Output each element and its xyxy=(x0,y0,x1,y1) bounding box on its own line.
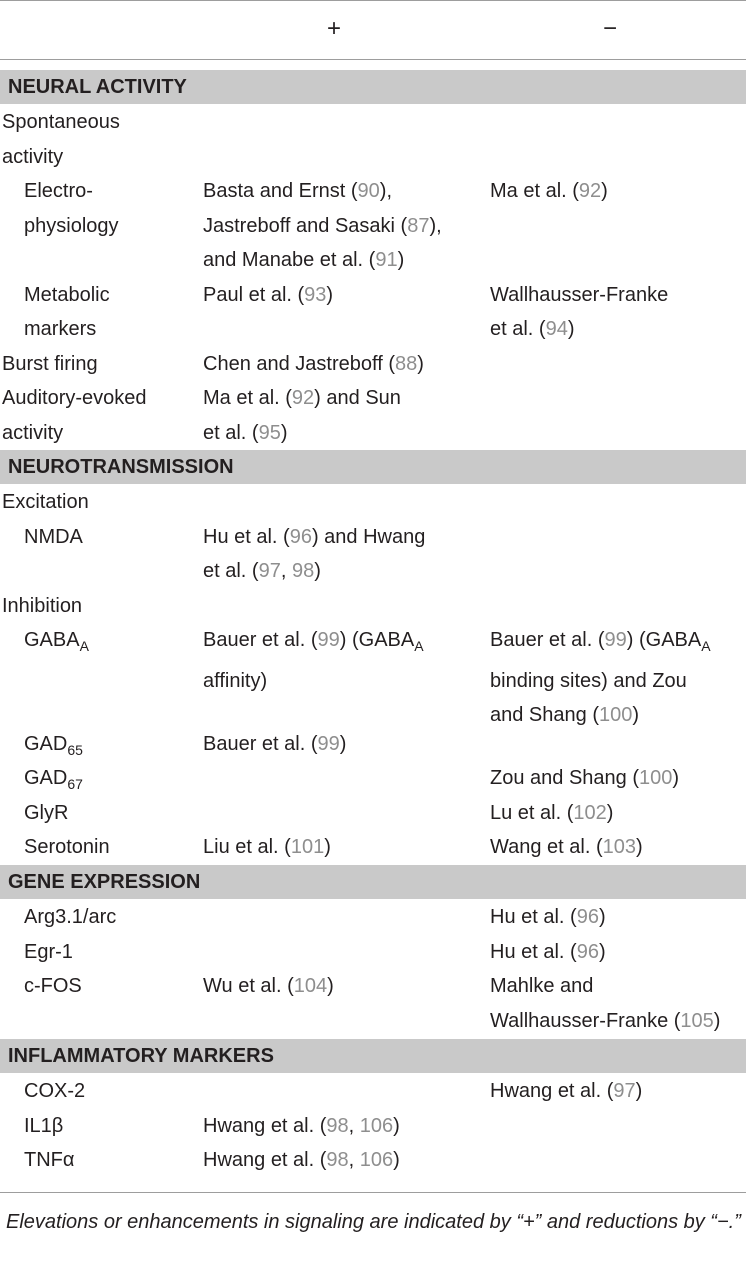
citation-line xyxy=(490,623,711,664)
citation-text: Hwang et al. ( xyxy=(203,1114,327,1137)
citation-text: Mahlke and xyxy=(490,975,594,997)
citation-text: , xyxy=(280,560,292,582)
citation-text: Jastreboff and Sasaki ( xyxy=(203,214,408,237)
row-label-subscript: 67 xyxy=(67,776,83,792)
row-label-text: Arg3.1/arc xyxy=(24,906,117,928)
reference-number: 106 xyxy=(359,1149,394,1171)
row-label-text: activity xyxy=(2,421,64,444)
citation-text: ) xyxy=(598,906,606,928)
header-rule xyxy=(0,59,746,60)
row-label-text: GlyR xyxy=(24,801,69,824)
row-label xyxy=(2,485,89,520)
row-label-text: GABA xyxy=(24,629,80,651)
plus-citation xyxy=(203,1109,400,1144)
row-label xyxy=(2,589,82,624)
top-rule xyxy=(0,0,746,1)
row-label-text: Excitation xyxy=(2,491,89,513)
row-label-text: NMDA xyxy=(24,525,83,548)
citation-text: ) xyxy=(606,801,614,824)
plus-citation xyxy=(203,347,424,382)
citation-text: and Shang ( xyxy=(490,704,599,726)
citation-text: , xyxy=(348,1114,360,1137)
row-label-line xyxy=(24,935,73,970)
row-label-line xyxy=(24,1143,74,1178)
section-header: NEURAL ACTIVITY xyxy=(0,70,746,104)
citation-line xyxy=(203,1143,400,1178)
citation-line xyxy=(490,698,711,733)
citation-line xyxy=(203,1109,400,1144)
citation-line xyxy=(203,664,424,699)
citation-line xyxy=(490,761,679,796)
minus-citation xyxy=(490,796,613,831)
citation-text: binding sites) and Zou xyxy=(490,669,687,692)
citation-text: Hwang et al. ( xyxy=(203,1149,327,1171)
citation-line xyxy=(490,664,711,699)
row-label-line xyxy=(24,1074,85,1109)
reference-number: 97 xyxy=(613,1080,636,1102)
row-label-subscript: A xyxy=(79,638,89,654)
citation-line xyxy=(203,830,331,865)
row-label-text: activity xyxy=(2,145,64,168)
reference-number: 100 xyxy=(639,767,673,789)
citation-text: ) xyxy=(324,836,331,858)
row-label-line xyxy=(2,347,98,382)
row-label-line xyxy=(24,312,110,347)
citation-text: Wang et al. ( xyxy=(490,836,603,858)
citation-line xyxy=(490,935,606,970)
citation-line xyxy=(490,174,608,209)
citation-text: ) xyxy=(280,421,288,444)
citation-line xyxy=(203,623,424,664)
citation-line xyxy=(490,796,613,831)
citation-line xyxy=(203,416,401,451)
citation-line xyxy=(203,243,442,278)
citation-text: ) (GABA xyxy=(626,629,702,651)
row-label-line xyxy=(24,830,110,865)
row-label-line xyxy=(24,278,110,313)
row-label-line xyxy=(24,623,89,664)
row-label-text: Metabolic xyxy=(24,283,110,306)
citation-text: et al. ( xyxy=(490,318,546,340)
row-label xyxy=(2,347,98,382)
subscript: A xyxy=(414,638,424,654)
citation-text: ) xyxy=(601,180,608,202)
reference-number: 99 xyxy=(317,629,340,651)
citation-text: Bauer et al. ( xyxy=(490,629,605,651)
plus-citation xyxy=(203,830,331,865)
citation-text: ) xyxy=(314,560,321,582)
reference-number: 103 xyxy=(602,836,637,858)
citation-text: Bauer et al. ( xyxy=(203,732,318,755)
citation-text: affinity) xyxy=(203,669,268,692)
reference-number: 104 xyxy=(293,975,328,997)
citation-line xyxy=(203,209,442,244)
citation-text: ) (GABA xyxy=(339,629,415,651)
bottom-rule xyxy=(0,1192,746,1193)
reference-number: 106 xyxy=(359,1114,394,1137)
reference-number: 94 xyxy=(545,318,568,340)
citation-text: et al. ( xyxy=(203,560,259,582)
reference-number: 96 xyxy=(576,906,599,928)
minus-citation xyxy=(490,1074,642,1109)
reference-number: 91 xyxy=(375,249,398,271)
citation-line xyxy=(203,174,442,209)
citation-text: ), xyxy=(379,180,392,202)
minus-citation xyxy=(490,935,606,970)
row-label xyxy=(24,174,119,243)
row-label-text: Inhibition xyxy=(2,594,83,617)
citation-text: Lu et al. ( xyxy=(490,801,574,824)
row-label xyxy=(24,520,83,555)
row-label-text: Spontaneous xyxy=(2,111,120,133)
minus-citation xyxy=(490,830,643,865)
citation-text: Bauer et al. ( xyxy=(203,629,318,651)
row-label xyxy=(24,796,68,831)
row-label-line xyxy=(24,796,68,831)
row-label xyxy=(24,1074,85,1109)
row-label-line xyxy=(24,520,83,555)
citation-text: Wu et al. ( xyxy=(203,975,294,997)
table-footnote: Elevations or enhancements in signaling are indicated by “+” and reductions by “−.” xyxy=(6,1211,741,1233)
row-label-line xyxy=(24,1109,63,1144)
row-label-subscript: 65 xyxy=(67,741,83,758)
row-label-text: GAD xyxy=(24,732,68,755)
row-label xyxy=(24,1109,63,1144)
plus-citation xyxy=(203,278,333,313)
reference-number: 93 xyxy=(304,283,327,306)
citation-text: Liu et al. ( xyxy=(203,836,291,858)
citation-line xyxy=(203,727,346,762)
reference-number: 92 xyxy=(291,387,315,409)
row-label-text: TNFα xyxy=(24,1149,75,1171)
row-label-line xyxy=(2,105,120,140)
row-label-line xyxy=(24,969,82,1004)
citation-text: ) xyxy=(632,704,640,726)
row-label xyxy=(2,105,120,174)
citation-line xyxy=(203,381,401,416)
citation-text: ) xyxy=(672,767,680,789)
row-label-text: COX-2 xyxy=(24,1080,86,1102)
reference-number: 90 xyxy=(357,180,380,202)
citation-text: Ma et al. ( xyxy=(203,387,292,409)
row-label-line xyxy=(2,416,147,451)
citation-text: Ma et al. ( xyxy=(490,180,579,202)
citation-text: ) xyxy=(393,1149,400,1171)
citation-text: Zou and Shang ( xyxy=(490,767,639,789)
reference-number: 99 xyxy=(604,629,627,651)
citation-line xyxy=(490,900,606,935)
citation-text: Basta and Ernst ( xyxy=(203,180,358,202)
citation-text: ) xyxy=(393,1114,400,1137)
row-label-text: GAD xyxy=(24,767,68,789)
citation-text: , xyxy=(348,1149,360,1171)
minus-citation xyxy=(490,278,668,347)
citation-text: ) xyxy=(635,1080,643,1102)
row-label xyxy=(24,935,73,970)
citation-text: Wallhausser-Franke ( xyxy=(490,1009,681,1032)
row-label-text: Burst firing xyxy=(2,352,98,375)
section-header: INFLAMMATORY MARKERS xyxy=(0,1039,746,1073)
citation-text: ) xyxy=(598,940,606,963)
citation-text: Hu et al. ( xyxy=(490,940,577,963)
reference-number: 102 xyxy=(573,801,607,824)
subscript: A xyxy=(701,638,711,654)
row-label-text: markers xyxy=(24,318,97,340)
row-label-text: c-FOS xyxy=(24,975,82,997)
citation-text: Hu et al. ( xyxy=(490,906,577,928)
reference-number: 96 xyxy=(576,940,599,963)
citation-line xyxy=(203,554,425,589)
row-label xyxy=(24,900,116,935)
reference-number: 98 xyxy=(326,1114,349,1137)
reference-number: 99 xyxy=(317,732,340,755)
reference-number: 98 xyxy=(291,560,315,582)
citation-text: ) xyxy=(713,1009,721,1032)
citation-line xyxy=(203,278,333,313)
citation-text: ) xyxy=(326,283,334,306)
citation-line xyxy=(490,278,668,313)
citation-line xyxy=(490,312,668,347)
citation-text: Hu et al. ( xyxy=(203,525,290,548)
citation-text: Chen and Jastreboff ( xyxy=(203,352,395,375)
reference-number: 87 xyxy=(407,214,430,237)
row-label-line xyxy=(24,174,119,209)
row-label-text: Electro- xyxy=(24,180,93,202)
citation-text: ) xyxy=(339,732,347,755)
row-label xyxy=(24,278,110,347)
plus-citation xyxy=(203,727,346,762)
citation-text: ) xyxy=(636,836,643,858)
reference-number: 95 xyxy=(258,421,281,444)
citation-text: Paul et al. ( xyxy=(203,283,305,306)
row-label xyxy=(24,623,89,664)
row-label-text: Auditory-evoked xyxy=(2,387,147,409)
minus-citation xyxy=(490,623,711,733)
row-label-line xyxy=(24,900,116,935)
citation-text: and Manabe et al. ( xyxy=(203,249,376,271)
row-label-line xyxy=(2,381,147,416)
row-label-line xyxy=(24,209,119,244)
row-label-line xyxy=(2,140,120,175)
row-label-text: Egr-1 xyxy=(24,940,73,963)
reference-number: 96 xyxy=(289,525,312,548)
section-header: GENE EXPRESSION xyxy=(0,865,746,899)
column-header-plus: + xyxy=(327,15,342,42)
reference-number: 98 xyxy=(326,1149,349,1171)
row-label xyxy=(24,830,110,865)
citation-text: et al. ( xyxy=(203,421,259,444)
minus-citation xyxy=(490,174,608,209)
row-label-line xyxy=(2,485,89,520)
plus-citation xyxy=(203,623,424,698)
row-label xyxy=(24,969,82,1004)
minus-citation xyxy=(490,900,606,935)
reference-number: 101 xyxy=(290,836,325,858)
section-header: NEUROTRANSMISSION xyxy=(0,450,746,484)
minus-citation xyxy=(490,969,720,1038)
row-label-text: physiology xyxy=(24,214,119,237)
row-label-line xyxy=(2,589,82,624)
citation-line xyxy=(490,969,720,1004)
citation-line xyxy=(490,1004,720,1039)
citation-line xyxy=(203,347,424,382)
citation-text: Wallhausser-Franke xyxy=(490,283,669,306)
citation-text: ) and Hwang xyxy=(311,525,426,548)
column-header-minus: − xyxy=(603,15,618,42)
citation-text: ) xyxy=(567,318,575,340)
reference-number: 100 xyxy=(598,704,633,726)
plus-citation xyxy=(203,381,401,450)
row-label-text: IL1β xyxy=(24,1114,64,1137)
plus-citation xyxy=(203,1143,400,1178)
citation-text: Hwang et al. ( xyxy=(490,1080,614,1102)
plus-citation xyxy=(203,174,442,278)
row-label xyxy=(2,381,147,450)
citation-text: ) xyxy=(397,249,405,271)
citation-text: ) xyxy=(327,975,334,997)
citation-line xyxy=(490,1074,642,1109)
plus-citation xyxy=(203,520,425,589)
citation-text: ) xyxy=(417,352,424,375)
row-label-text: Serotonin xyxy=(24,836,110,858)
citation-text: ), xyxy=(429,214,442,237)
row-label xyxy=(24,1143,74,1178)
citation-line xyxy=(203,520,425,555)
reference-number: 97 xyxy=(258,560,281,582)
plus-citation xyxy=(203,969,334,1004)
reference-number: 88 xyxy=(394,352,418,375)
reference-number: 105 xyxy=(680,1009,714,1032)
minus-citation xyxy=(490,761,679,796)
citation-line xyxy=(203,969,334,1004)
citation-line xyxy=(490,830,643,865)
citation-text: ) and Sun xyxy=(314,387,401,409)
reference-number: 92 xyxy=(578,180,602,202)
